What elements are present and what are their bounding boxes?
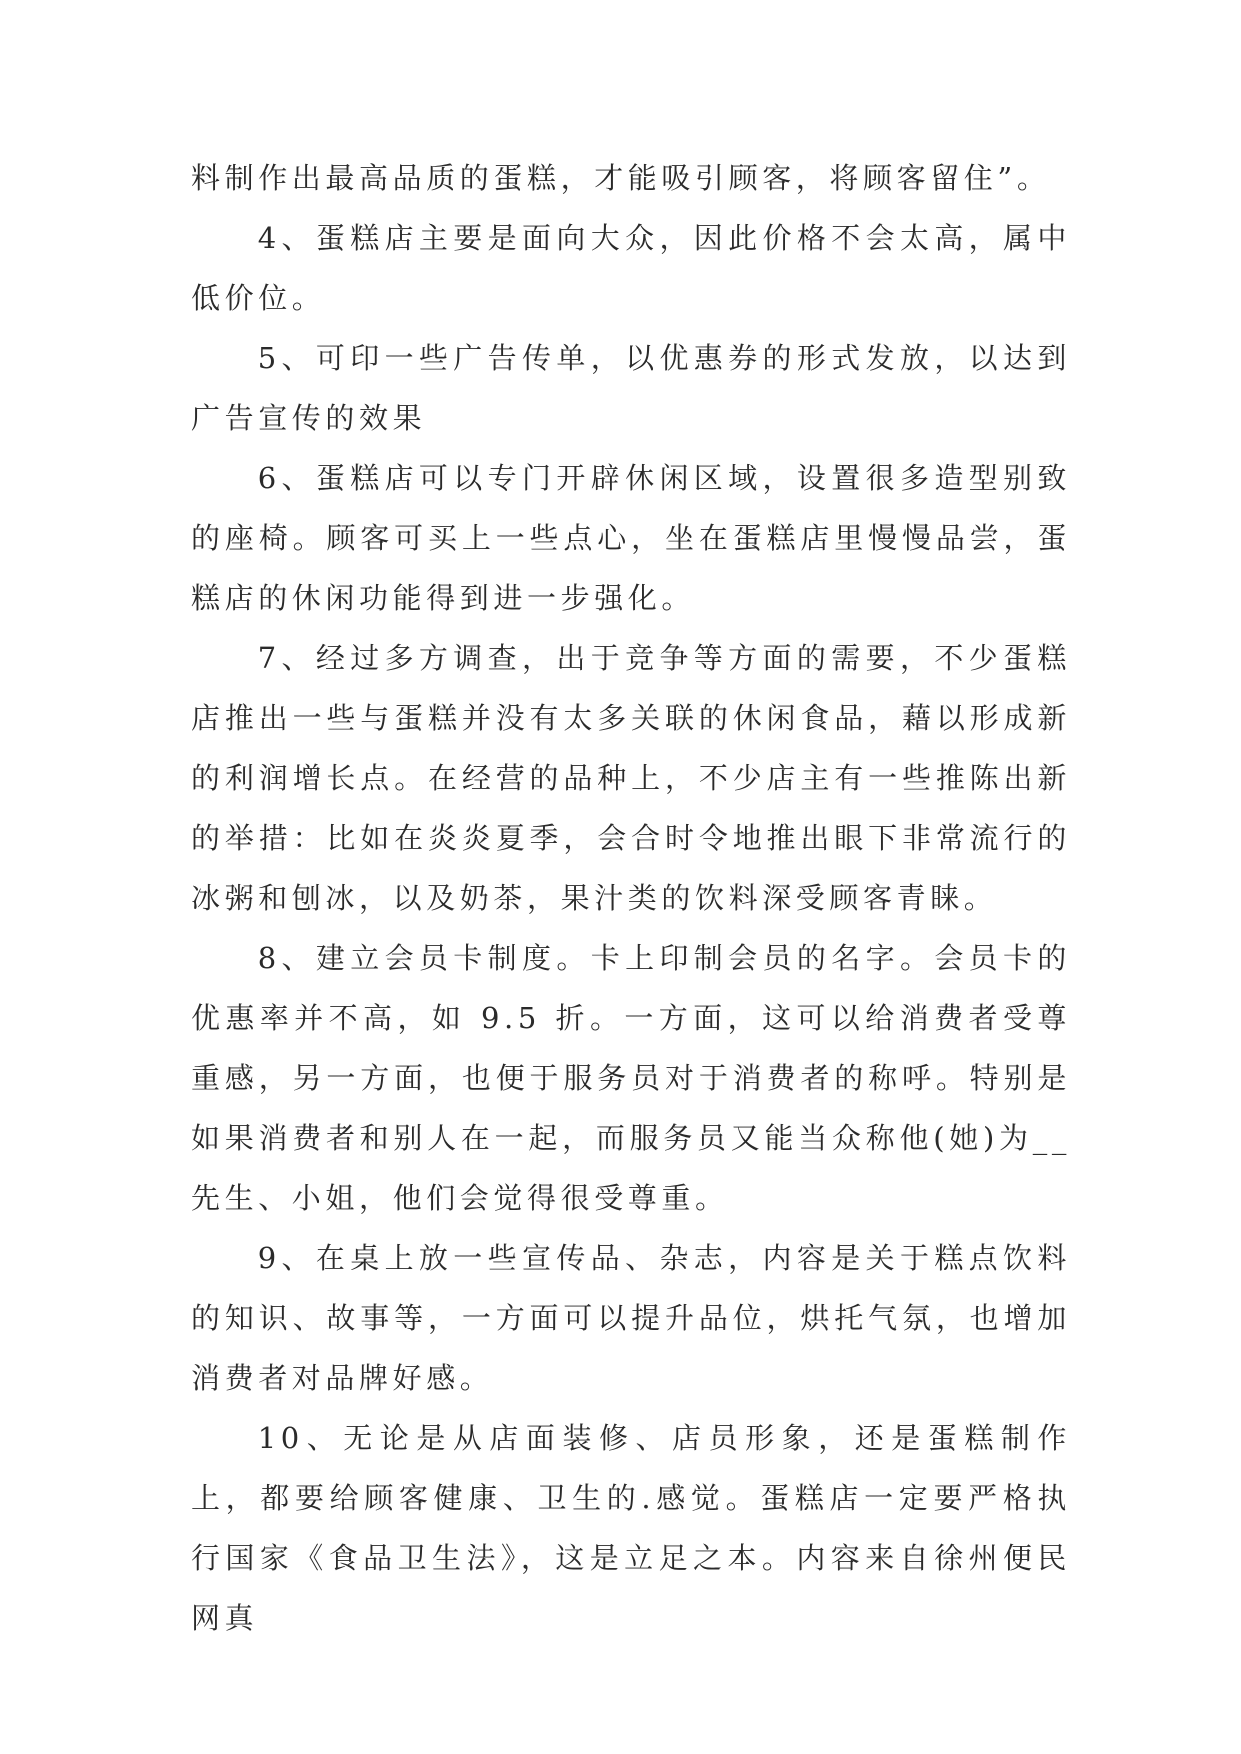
paragraph-continuation: 料制作出最高品质的蛋糕，才能吸引顾客，将顾客留住”。 <box>191 161 1051 195</box>
paragraph-item-10: 10、无论是从店面装修、店员形象，还是蛋糕制作上，都要给顾客健康、卫生的.感觉。蛋糕店一定要严格执行国家《食品卫生法》，这是立足之本。内容来自徐州便民网真 <box>191 1421 1071 1635</box>
paragraph-item-8: 8、建立会员卡制度。卡上印制会员的名字。会员卡的优惠率并不高，如 9.5 折。一方面，这可以给消费者受尊重感，另一方面，也便于服务员对于消费者的称呼。特别是如果消费者和别人在一起，而服务员又能当众称他(她)为__先生、小姐，他们会觉得很受尊重。 <box>191 941 1071 1215</box>
paragraph-item-9: 9、在桌上放一些宣传品、杂志，内容是关于糕点饮料的知识、故事等，一方面可以提升品位，烘托气氛，也增加消费者对品牌好感。 <box>191 1241 1071 1395</box>
paragraph-item-4: 4、蛋糕店主要是面向大众，因此价格不会太高，属中低价位。 <box>191 221 1071 315</box>
paragraph-item-6: 6、蛋糕店可以专门开辟休闲区域，设置很多造型别致的座椅。顾客可买上一些点心，坐在蛋糕店里慢慢品尝，蛋糕店的休闲功能得到进一步强化。 <box>191 461 1071 615</box>
document-body <box>191 148 1071 1648</box>
paragraph-item-7: 7、经过多方调查，出于竞争等方面的需要，不少蛋糕店推出一些与蛋糕并没有太多关联的休闲食品，藉以形成新的利润增长点。在经营的品种上，不少店主有一些推陈出新的举措：比如在炎炎夏季，会合时令地推出眼下非常流行的冰粥和刨冰，以及奶茶，果汁类的饮料深受顾客青睐。 <box>191 641 1071 915</box>
paragraph-item-5: 5、可印一些广告传单，以优惠券的形式发放，以达到广告宣传的效果 <box>191 341 1071 435</box>
